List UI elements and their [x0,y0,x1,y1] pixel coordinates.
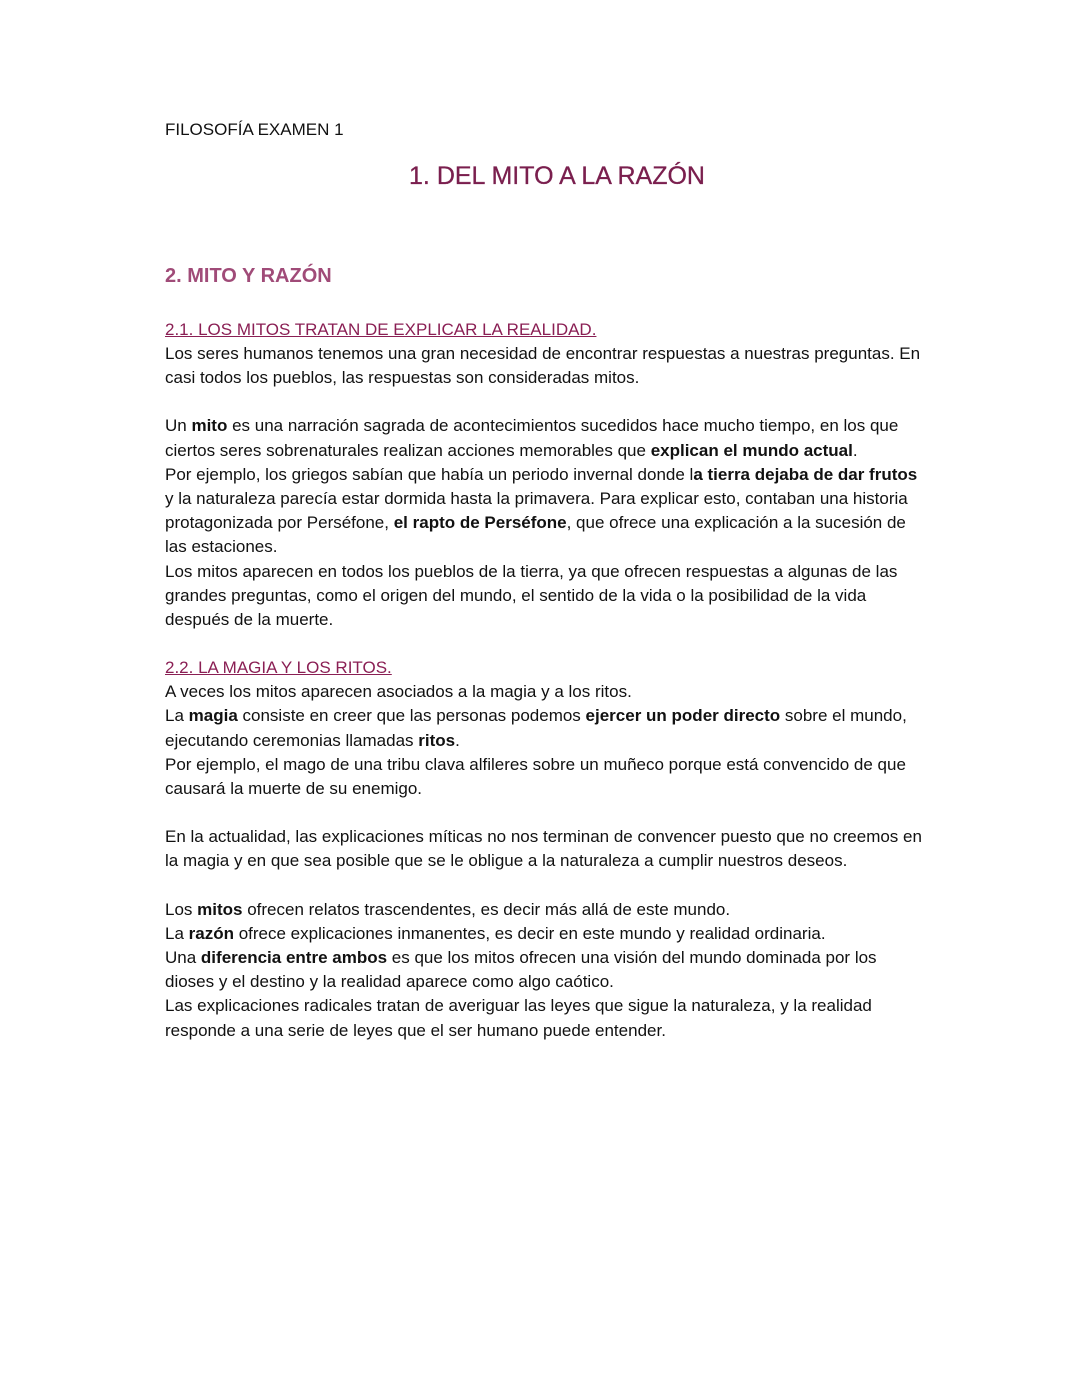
paragraph: Por ejemplo, el mago de una tribu clava alfileres sobre un muñeco porque está convencido de que causará la muerte de su enemigo. [165,754,906,799]
subheading-2-1: 2.1. LOS MITOS TRATAN DE EXPLICAR LA REALIDAD. [165,320,597,339]
section-title: 2. MITO Y RAZÓN [165,265,332,287]
paragraph: Una diferencia entre ambos es que los mitos ofrecen una visión del mundo dominada por los dioses y el destino y la realidad aparece como algo caótico. [165,948,877,992]
paragraph: Las explicaciones radicales tratan de averiguar las leyes que sigue la naturaleza, y la realidad responde a una serie de leyes que el ser humano puede entender. [165,996,872,1040]
paragraph: Por ejemplo, los griegos sabían que había un periodo invernal donde la tierra dejaba de dar frutos y la naturaleza parecía estar dormida hasta la primavera. Para explicar esto, contaban una historia protagonizada por Perséfone, el rapto de Perséfone, que ofrece una explicación a la sucesión de las estaciones. [165,464,918,557]
subheading-2-2: 2.2. LA MAGIA Y LOS RITOS. [165,658,392,678]
paragraph: Los mitos aparecen en todos los pueblos de la tierra, ya que ofrecen respuestas a algunas de las grandes preguntas, como el origen del mundo, el sentido de la vida o la posibilidad de la vida después de la muerte. [165,561,898,630]
document-page [165,118,925,1043]
paragraph: Un mito es una narración sagrada de acontecimientos sucedidos hace mucho tiempo, en los que ciertos seres sobrenaturales realizan acciones memorables que explican el mundo actual. [165,416,899,460]
paragraph: Los seres humanos tenemos una gran necesidad de encontrar respuestas a nuestras preguntas. En casi todos los pueblos, las respuestas son consideradas mitos. [165,344,921,388]
paragraph: La magia consiste en creer que las personas podemos ejercer un poder directo sobre el mundo, ejecutando ceremonias llamadas ritos. [165,706,907,750]
page-title: 1. DEL MITO A LA RAZÓN [409,162,705,190]
paragraph: En la actualidad, las explicaciones míticas no nos terminan de convencer puesto que no creemos en la magia y en que sea posible que se le obligue a la naturaleza a cumplir nuestros deseos. [165,827,922,871]
paragraph: Los mitos ofrecen relatos trascendentes, es decir más allá de este mundo. [165,899,731,919]
document-label: FILOSOFÍA EXAMEN 1 [165,120,344,139]
paragraph: La razón ofrece explicaciones inmanentes, es decir en este mundo y realidad ordinaria. [165,923,826,943]
paragraph: A veces los mitos aparecen asociados a la magia y a los ritos. [165,682,632,702]
